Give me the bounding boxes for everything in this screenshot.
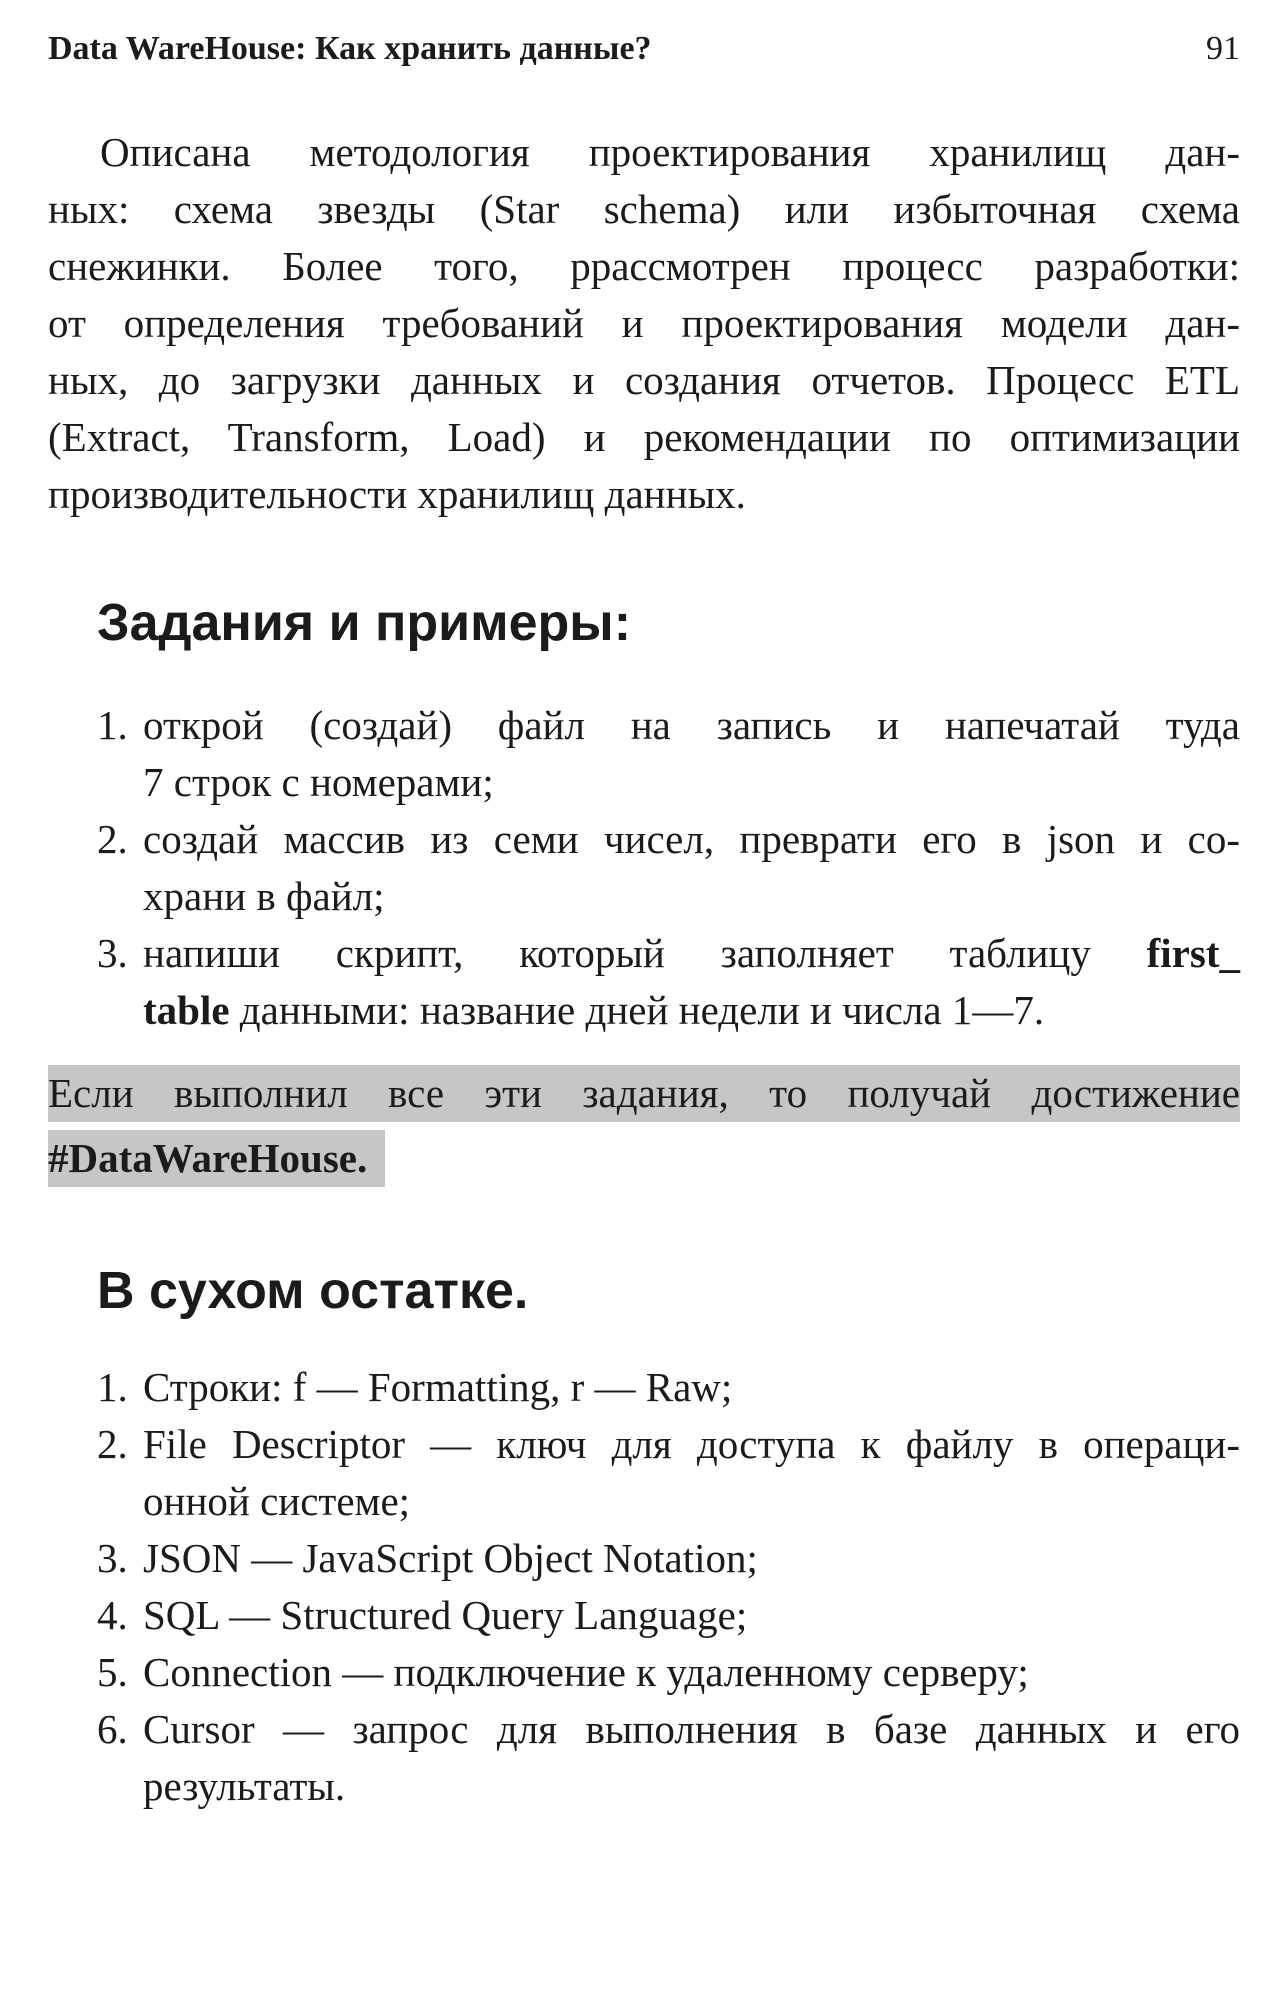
text-line: открой (создай) файл на запись и напечатай туда <box>143 702 1240 748</box>
text-line: File Descriptor — ключ для доступа к файлу в операци- <box>143 1421 1240 1467</box>
list-item-number: 2. <box>97 816 128 862</box>
list-item <box>48 1530 1240 1587</box>
text-line: результаты. <box>143 1763 346 1809</box>
running-title: Data WareHouse: Как хранить данные? <box>48 30 652 67</box>
page-header <box>48 28 1240 70</box>
list-item-text <box>143 697 1240 811</box>
list-item-number: 4. <box>97 1592 128 1638</box>
text-line: Cursor — запрос для выполнения в базе данных и его <box>143 1706 1240 1752</box>
summary-heading: В сухом остатке. <box>97 1262 529 1320</box>
tasks-list <box>48 697 1240 1039</box>
list-item-number: 6. <box>97 1706 128 1752</box>
list-item-text <box>143 811 1240 925</box>
list-item <box>48 1416 1240 1530</box>
list-item <box>48 1359 1240 1416</box>
page-number: 91 <box>1206 30 1240 67</box>
text-line: 7 строк с номерами; <box>143 759 494 805</box>
list-item-text <box>143 1530 1240 1587</box>
text-line: храни в файл; <box>143 873 385 919</box>
text-line: онной системе; <box>143 1478 411 1524</box>
list-item-number: 3. <box>97 1535 128 1581</box>
text-line: от определения требований и проектирования модели дан- <box>48 300 1240 346</box>
text-line: ных, до загрузки данных и создания отчетов. Процесс ETL <box>48 357 1240 403</box>
list-item-number: 1. <box>97 702 128 748</box>
list-item <box>48 1701 1240 1815</box>
text-line: SQL — Structured Query Language; <box>143 1592 748 1638</box>
list-item-text <box>143 1416 1240 1530</box>
text-line: table данными: название дней недели и числа 1—7. <box>143 987 1045 1033</box>
list-item-number: 3. <box>97 930 128 976</box>
list-item <box>48 925 1240 1039</box>
list-item <box>48 1644 1240 1701</box>
list-item-text <box>143 1587 1240 1644</box>
list-item <box>48 1587 1240 1644</box>
text-line: (Extract, Transform, Load) и рекомендации по оптимизации <box>48 414 1240 460</box>
list-item-text <box>143 1644 1240 1701</box>
list-item <box>48 811 1240 925</box>
list-item-number: 2. <box>97 1421 128 1467</box>
text-line: напиши скрипт, который заполняет таблицу first_ <box>143 930 1240 976</box>
text-line: #DataWareHouse. <box>48 1130 385 1187</box>
tasks-heading: Задания и примеры: <box>97 594 632 652</box>
text-line: Строки: f — Formatting, r — Raw; <box>143 1364 733 1410</box>
summary-list <box>48 1359 1240 1815</box>
text-line: Описана методология проектирования хранилищ дан- <box>100 129 1240 175</box>
text-line: Connection — подключение к удаленному серверу; <box>143 1649 1029 1695</box>
list-item <box>48 697 1240 811</box>
list-item-text <box>143 1701 1240 1815</box>
text-line: производительности хранилищ данных. <box>48 471 746 517</box>
text-line: ных: схема звезды (Star schema) или избыточная схема <box>48 186 1240 232</box>
text-line: снежинки. Более того, ррассмотрен процесс разработки: <box>48 243 1240 289</box>
list-item-text <box>143 925 1240 1039</box>
achievement-note <box>48 1065 1240 1187</box>
list-item-text <box>143 1359 1240 1416</box>
list-item-number: 5. <box>97 1649 128 1695</box>
list-item-number: 1. <box>97 1364 128 1410</box>
intro-paragraph <box>48 124 1240 523</box>
text-line: JSON — JavaScript Object Notation; <box>143 1535 758 1581</box>
text-line: создай массив из семи чисел, преврати его в json и со- <box>143 816 1240 862</box>
text-line: Если выполнил все эти задания, то получай достижение <box>48 1065 1240 1122</box>
